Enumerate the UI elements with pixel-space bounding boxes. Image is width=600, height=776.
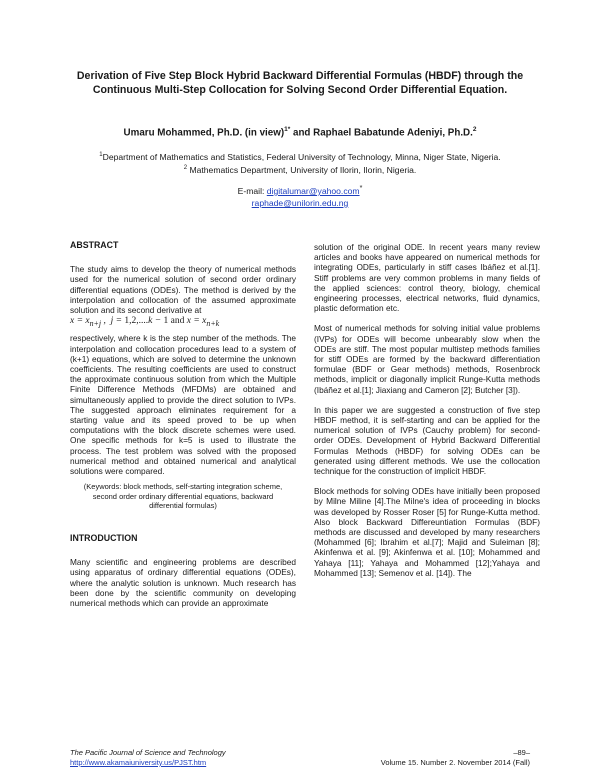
formula-and: and bbox=[170, 316, 185, 327]
email-line-1 bbox=[150, 182, 450, 197]
left-column bbox=[70, 240, 296, 618]
email-label: E-mail: bbox=[237, 185, 267, 196]
author-line bbox=[50, 124, 550, 139]
right-paragraph-2: Most of numerical methods for solving initial value problems (IVPs) for ODEs will become unbearably slow when the ODEs are stiff. The most popular multistep methods families for stiff ODEs are formed by the backward differentiation formulae (BDF or Gear methods) methods, Rosenbrock methods, implicit or diagonally implicit Runge-Kutta methods (Ibáñez et al.[1]; Jiaxiang and Cameron [2]; Butcher [3]). bbox=[314, 323, 540, 395]
email-link-1[interactable]: digitalumar@yahoo.com bbox=[266, 185, 360, 196]
email-line-2 bbox=[150, 197, 450, 209]
affiliation-2 bbox=[40, 163, 560, 176]
abstract-heading: ABSTRACT bbox=[70, 240, 119, 250]
contact-emails bbox=[150, 182, 450, 209]
affiliations bbox=[40, 150, 560, 176]
right-paragraph-1: solution of the original ODE. In recent years many review articles and books have appeared on numerical methods for integrating ODEs, particularly in stiff cases Ibáñez et al.[1]. Stiff problems are very common problems in many fields of the applied sciences: control theory, biology, chemical engineering processes, electrical networks, fluid dynamics, plastic deformation etc. bbox=[314, 242, 540, 314]
keywords: (Keywords: block methods, self-starting integration scheme, second order ordinary differential equations, backward differential formulas) bbox=[83, 482, 283, 511]
author-1: Umaru Mohammed, Ph.D. (in view) bbox=[123, 127, 285, 139]
page-number: –89– bbox=[513, 748, 530, 757]
email-link-2[interactable]: raphade@unilorin.edu.ng bbox=[251, 197, 349, 208]
affiliation-1 bbox=[40, 150, 560, 163]
email-1-mark: * bbox=[359, 184, 363, 192]
affiliation-2-text: Mathematics Department, University of Ilorin, Ilorin, Nigeria. bbox=[189, 164, 417, 175]
footer-page-info bbox=[330, 748, 530, 768]
journal-name: The Pacific Journal of Science and Technology bbox=[70, 748, 226, 757]
abstract-paragraph-1: The study aims to develop the theory of numerical methods used for the numerical solution of second order ordinary differential equations (ODEs). The method is derived by the interpolation and collocation of the assumed approximate solution and its second derivative at bbox=[70, 264, 296, 316]
right-paragraph-4: Block methods for solving ODEs have initially been proposed by Milne Miline [4].The Milne's idea of proceeding in blocks was developed by Rosser Roser [5] for Runge-Kutta method. Also block Backward Differeuntiation Formulas (BDF) methods are discussed and developed by many researchers (Mohammed [6]; Ibrahim et al.[7]; Majid and Suleiman [8]; Akinfenwa et al. [9]; Akinfenwa et al. [10]; Mohammed and Yahaya [11]; Yahaya and Mohammed [12];Yahaya and Mohammed [13]; Semenov et al. [14]). The bbox=[314, 486, 540, 578]
abstract-formula: $x = x_{n+j}$ , j = 1,2,....k − 1 and $x = x_{n+k}$ bbox=[70, 316, 220, 329]
right-column bbox=[314, 242, 540, 588]
formula-part-1: $x = x_{n+j}$ , j = 1,2,....k − 1 bbox=[70, 316, 169, 329]
affiliation-1-mark: 1 bbox=[99, 152, 103, 158]
volume-info: Volume 15. Number 2. November 2014 (Fall) bbox=[380, 758, 530, 767]
journal-url-link[interactable]: http://www.akamaiuniversity.us/PJST.htm bbox=[70, 758, 207, 767]
affiliation-2-mark: 2 bbox=[183, 164, 188, 171]
footer-journal bbox=[70, 748, 226, 768]
author-conjunction: and bbox=[290, 127, 314, 139]
right-paragraph-3: In this paper we are suggested a construction of five step HBDF method, it is self-starting and can be applied for the numerical solution of IVPs (Cauchy problem) for second-order ODEs. Development of Hybrid Backward Differential Formulas Methods (HBDF) for solving ODEs can be generated using different methods. We use the collocation technique for the construction of implicit HBDF. bbox=[314, 404, 540, 477]
introduction-heading: INTRODUCTION bbox=[70, 532, 138, 543]
introduction-paragraph-1: Many scientific and engineering problems are described using apparatus of ordinary differential equations (ODEs), where the analytic solution is unknown. Much research has been done by the scientific community on developing numerical methods which can provide an approximate bbox=[70, 557, 296, 608]
affiliation-1-text: Department of Mathematics and Statistics, Federal University of Technology, Minna, Niger State, Nigeria. bbox=[102, 151, 501, 162]
author-2-mark: 2 bbox=[472, 126, 477, 133]
abstract-paragraph-2: respectively, where k is the step number of the methods. The interpolation and collocation procedures lead to a system of (k+1) equations, which are solved to determine the unknown coefficients. The resulting coefficients are used to construct the approximate continuous solution from which the Multiple Finite Difference Methods (MFDMs) are obtained and simultaneously applied to provide the direct solution to IVPs. The suggested approach eliminates requirement for a starting value and its speed proved to be up when computations with the block discrete schemes were used. One specific methods for k=5 is used to illustrate the process. The test problem was solved with the proposed numerical method and obtained numerical and analytical solutions were compared. bbox=[70, 333, 296, 476]
author-2: Raphael Babatunde Adeniyi, Ph.D. bbox=[313, 127, 473, 139]
paper-title: Derivation of Five Step Block Hybrid Backward Differential Formulas (HBDF) through the Continuous Multi-Step Collocation for Solving Second Order Differential Equation. bbox=[76, 70, 524, 96]
author-1-mark: 1* bbox=[284, 126, 291, 133]
